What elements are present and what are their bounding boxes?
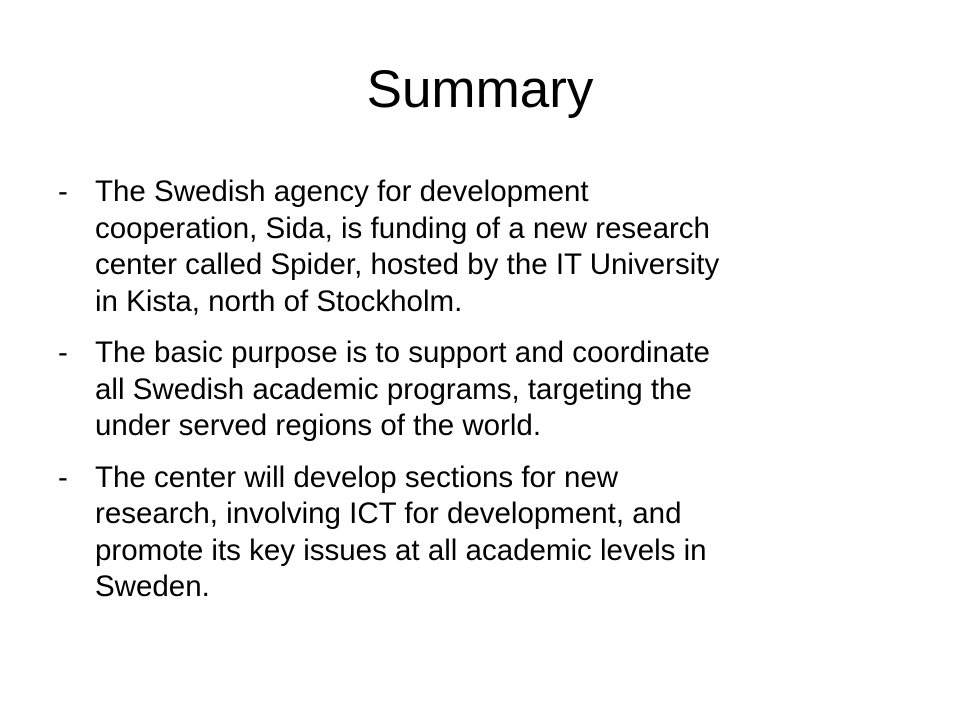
bullet-line: The Swedish agency for development: [95, 175, 589, 208]
bullet-line: all Swedish academic programs, targeting the: [95, 372, 692, 406]
bullet-line: The basic purpose is to support and coordinate: [95, 336, 710, 369]
bullet-line: research, involving ICT for development, and: [95, 497, 682, 530]
bullet-line: promote its key issues at all academic levels in: [95, 533, 707, 567]
bullet-line: in Kista, north of Stockholm.: [95, 284, 463, 318]
bullet-line: Sweden.: [95, 570, 210, 603]
bullet-item-2: [58, 335, 908, 445]
bullet-line: center called Spider, hosted by the IT University: [95, 248, 720, 281]
bullet-marker: -: [58, 175, 68, 208]
slide-title: Summary: [366, 60, 594, 119]
bullet-item-1: [58, 174, 908, 320]
bullet-line: under served regions of the world.: [95, 409, 542, 442]
bullet-list: [58, 174, 908, 621]
bullet-line: cooperation, Sida, is funding of a new research: [95, 211, 710, 245]
bullet-item-3: [58, 460, 908, 606]
bullet-marker: -: [58, 460, 68, 494]
bullet-marker: -: [58, 336, 68, 369]
bullet-line: The center will develop sections for new: [95, 460, 619, 494]
